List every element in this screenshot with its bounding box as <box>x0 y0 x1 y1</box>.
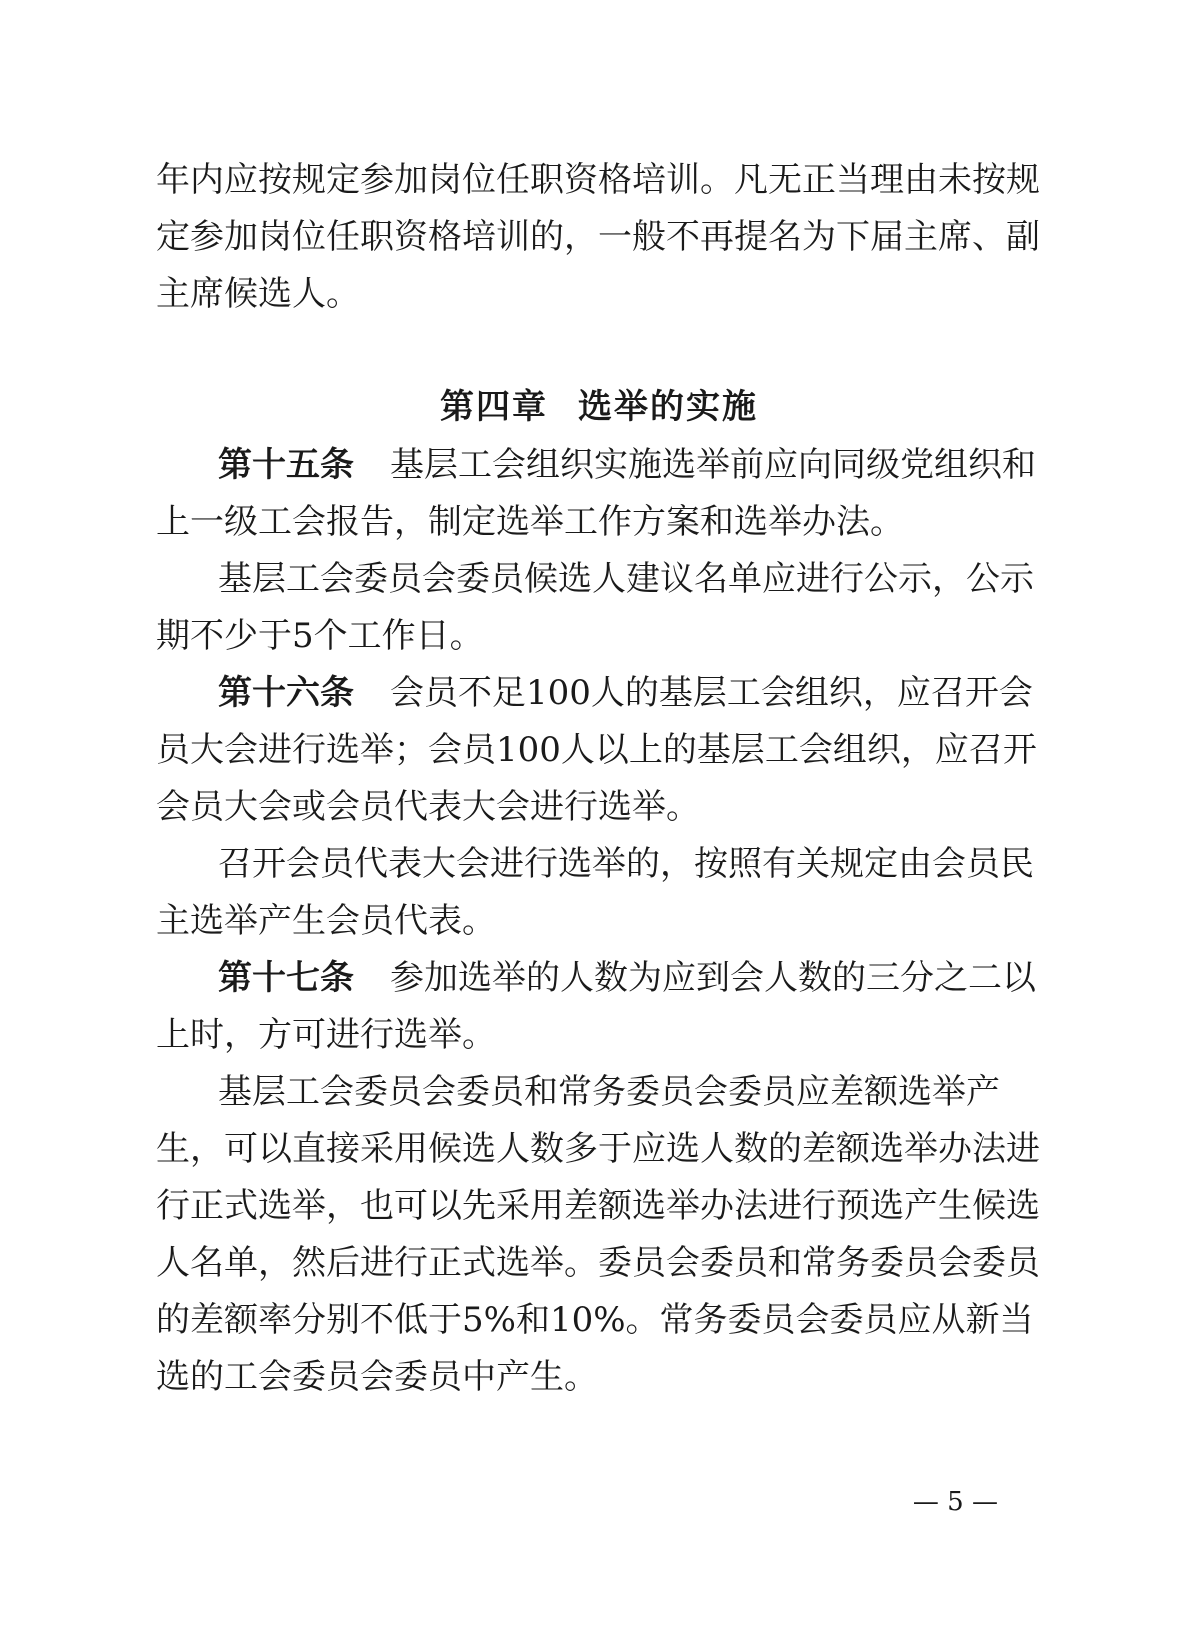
text-line: 上时，方可进行选举。 <box>156 1015 496 1055</box>
chapter-number: 第四章 <box>440 387 548 427</box>
text-line: 生，可以直接采用候选人数多于应选人数的差额选举办法进 <box>156 1129 1040 1169</box>
text-line: 定参加岗位任职资格培训的，一般不再提名为下届主席、副 <box>156 217 1040 257</box>
text-line: 人名单，然后进行正式选举。委员会委员和常务委员会委员 <box>156 1243 1040 1283</box>
text-line: 期不少于5个工作日。 <box>156 616 484 656</box>
text-line: 基层工会委员会委员候选人建议名单应进行公示，公示 <box>218 559 1034 599</box>
article-16-line <box>218 671 1033 715</box>
text-line: 选的工会委员会委员中产生。 <box>156 1357 598 1397</box>
text-line: 召开会员代表大会进行选举的，按照有关规定由会员民 <box>218 844 1034 884</box>
text-line: 的差额率分别不低于5%和10%。常务委员会委员应从新当 <box>156 1300 1034 1340</box>
text-line: 参加选举的人数为应到会人数的三分之二以 <box>390 958 1036 998</box>
text-line: 主席候选人。 <box>156 274 360 314</box>
text-line: 主选举产生会员代表。 <box>156 901 496 941</box>
article-17-heading: 第十七条 <box>218 958 354 998</box>
text-line: 会员大会或会员代表大会进行选举。 <box>156 787 700 827</box>
text-line: 员大会进行选举；会员100人以上的基层工会组织，应召开 <box>156 730 1037 770</box>
text-line: 上一级工会报告，制定选举工作方案和选举办法。 <box>156 502 904 542</box>
article-15-line <box>218 443 1036 487</box>
article-17-line <box>218 956 1036 1000</box>
text-line: 基层工会委员会委员和常务委员会委员应差额选举产 <box>218 1072 1000 1112</box>
text-line: 会员不足100人的基层工会组织，应召开会 <box>390 673 1033 713</box>
article-16-heading: 第十六条 <box>218 673 354 713</box>
text-line: 行正式选举，也可以先采用差额选举办法进行预选产生候选 <box>156 1186 1040 1226</box>
text-line: 基层工会组织实施选举前应向同级党组织和 <box>390 445 1036 485</box>
chapter-heading <box>0 385 1198 429</box>
page-number: — 5 — <box>912 1487 998 1517</box>
text-line: 年内应按规定参加岗位任职资格培训。凡无正当理由未按规 <box>156 160 1040 200</box>
chapter-title: 选举的实施 <box>578 387 758 427</box>
article-15-heading: 第十五条 <box>218 445 354 485</box>
